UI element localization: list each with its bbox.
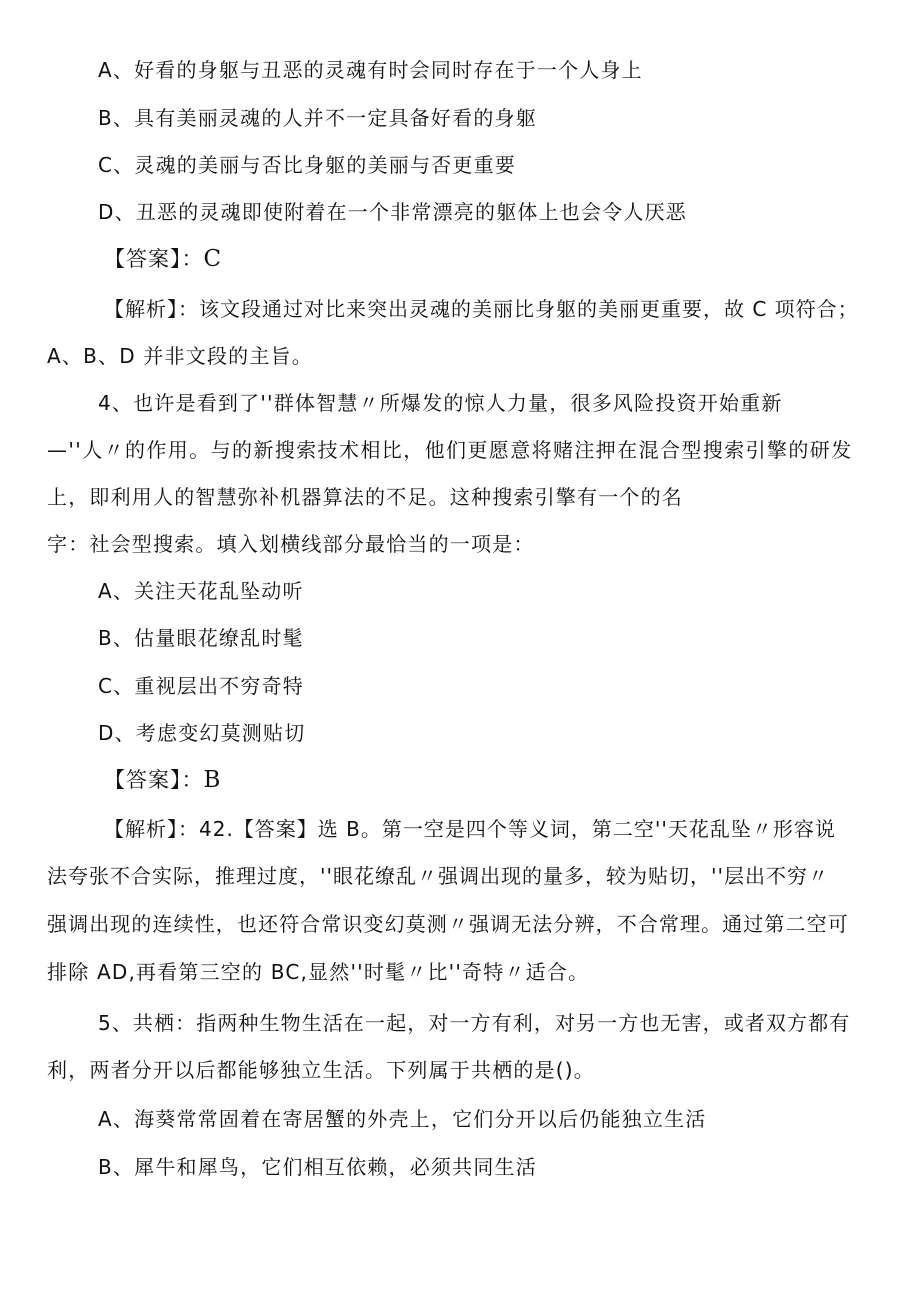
- q3-option-c: C、灵魂的美丽与否比身躯的美丽与否更重要: [98, 153, 516, 177]
- answer-value: C: [203, 246, 223, 272]
- q4-analysis-line: 法夸张不合实际，推理过度，''眼花缭乱〃强调出现的量多，较为贴切，''层出不穷〃: [47, 864, 829, 888]
- q4-stem-line: 上，即利用人的智慧弥补机器算法的不足。这种搜索引擎有一个的名: [47, 485, 683, 509]
- answer-label: 【答案】: [104, 768, 182, 792]
- q4-answer: [104, 766, 221, 794]
- q5-stem-line: 利，两者分开以后都能够独立生活。下列属于共栖的是()。: [47, 1058, 596, 1082]
- q4-stem-line: —''人〃的作用。与的新搜索技术相比，他们更愿意将赌注押在混合型搜索引擎的研发: [47, 438, 853, 462]
- q4-analysis-line: 强调出现的连续性，也还符合常识变幻莫测〃强调无法分辨，不合常理。通过第二空可: [47, 912, 849, 936]
- answer-separator: ：: [181, 768, 204, 792]
- q4-option-b: B、估量眼花缭乱时髦: [98, 626, 304, 650]
- answer-value: B: [203, 767, 222, 793]
- q5-option-b: B、犀牛和犀鸟，它们相互依赖，必须共同生活: [98, 1155, 537, 1179]
- q5-option-a: A、海葵常常固着在寄居蟹的外壳上，它们分开以后仍能独立生活: [98, 1107, 707, 1131]
- answer-label: 【答案】: [104, 247, 182, 271]
- q4-stem-line: 字：社会型搜索。填入划横线部分最恰当的一项是：: [47, 532, 535, 556]
- q4-option-a: A、关注天花乱坠动听: [98, 579, 304, 603]
- q3-option-d: D、丑恶的灵魂即使附着在一个非常漂亮的躯体上也会令人厌恶: [98, 200, 687, 224]
- q4-option-d: D、考虑变幻莫测贴切: [98, 721, 306, 745]
- q5-stem-line: 5、共栖：指两种生物生活在一起，对一方有利，对另一方也无害，或者双方都有: [98, 1011, 851, 1035]
- q3-analysis-line: A、B、D 并非文段的主旨。: [47, 344, 313, 368]
- q3-analysis-line: 【解析】：该文段通过对比来突出灵魂的美丽比身躯的美丽更重要，故 C 项符合；: [104, 297, 859, 321]
- q4-analysis-line: 排除 AD,再看第三空的 BC,显然''时髦〃比''奇特〃适合。: [47, 960, 590, 984]
- q4-stem-line: 4、也许是看到了''群体智慧〃所爆发的惊人力量，很多风险投资开始重新: [98, 391, 783, 415]
- q3-option-a: A、好看的身躯与丑恶的灵魂有时会同时存在于一个人身上: [98, 58, 643, 82]
- q3-option-b: B、具有美丽灵魂的人并不一定具备好看的身躯: [98, 106, 537, 130]
- q4-analysis-line: 【解析】：42.【答案】选 B。第一空是四个等义词，第二空''天花乱坠〃形容说: [104, 817, 836, 841]
- q4-option-c: C、重视层出不穷奇特: [98, 674, 304, 698]
- q3-answer: [104, 245, 222, 273]
- answer-separator: ：: [181, 247, 204, 271]
